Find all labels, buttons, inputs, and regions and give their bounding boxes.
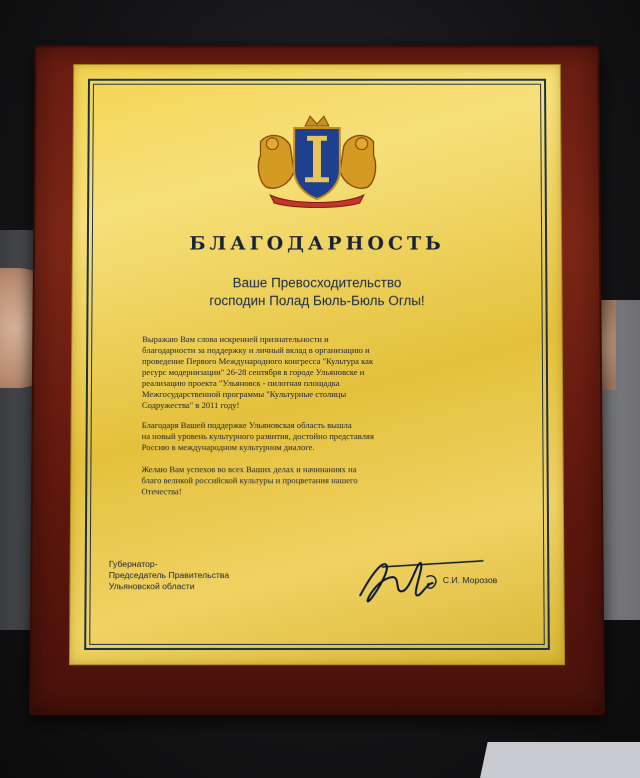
text-line: благо великой российской культуры и процветания нашего	[141, 475, 358, 486]
text-line: Межгосударственной программы "Культурные столицы	[141, 388, 347, 400]
text-line: Россию в международном культурном диалоге.	[141, 442, 315, 453]
text-line: Отечества!	[141, 486, 182, 497]
coat-of-arms-icon	[250, 112, 383, 209]
recipient-greeting	[72, 274, 561, 310]
text-line: Желаю Вам успехов во всех Ваших делах и начинаниях на	[141, 464, 357, 475]
text-line: ресурс модернизации" 26-28 сентября в городе Ульяновске и	[142, 367, 365, 377]
paragraph-support	[142, 420, 503, 453]
text-line: Председатель Правительства	[108, 569, 230, 581]
text-line: благодарности за поддержку и личный вклад в организацию и	[142, 345, 370, 356]
text-line: на новый уровень культурного развития, достойно представляя	[141, 431, 374, 442]
paper-corner	[480, 742, 640, 778]
signatory-name: С.И. Морозов	[442, 575, 498, 586]
gold-plate	[70, 65, 564, 664]
text-line: проведение Первого Международного конгресса "Культура как	[142, 356, 374, 367]
text-line: Ульяновской области	[108, 581, 195, 592]
page-title: БЛАГОДАРНОСТЬ	[189, 232, 445, 255]
wooden-plaque	[29, 45, 605, 715]
text-line: Благодаря Вашей поддержке Ульяновская область вышла	[141, 420, 352, 431]
text-line: Губернатор-	[108, 558, 158, 569]
signatory-title	[109, 559, 300, 592]
text-line: реализацию проекта "Ульяновск - пилотная площадка	[141, 377, 340, 388]
recipient-line: Ваше Превосходительство	[232, 275, 402, 291]
recipient-line: господин Полад Бюль-Бюль Оглы!	[209, 293, 425, 309]
paragraph-wishes	[141, 464, 502, 497]
paragraph-gratitude	[142, 334, 502, 411]
text-line: Содружества" в 2011 году!	[141, 400, 240, 411]
text-line: Выражаю Вам слова искренней признательности и	[142, 334, 329, 345]
